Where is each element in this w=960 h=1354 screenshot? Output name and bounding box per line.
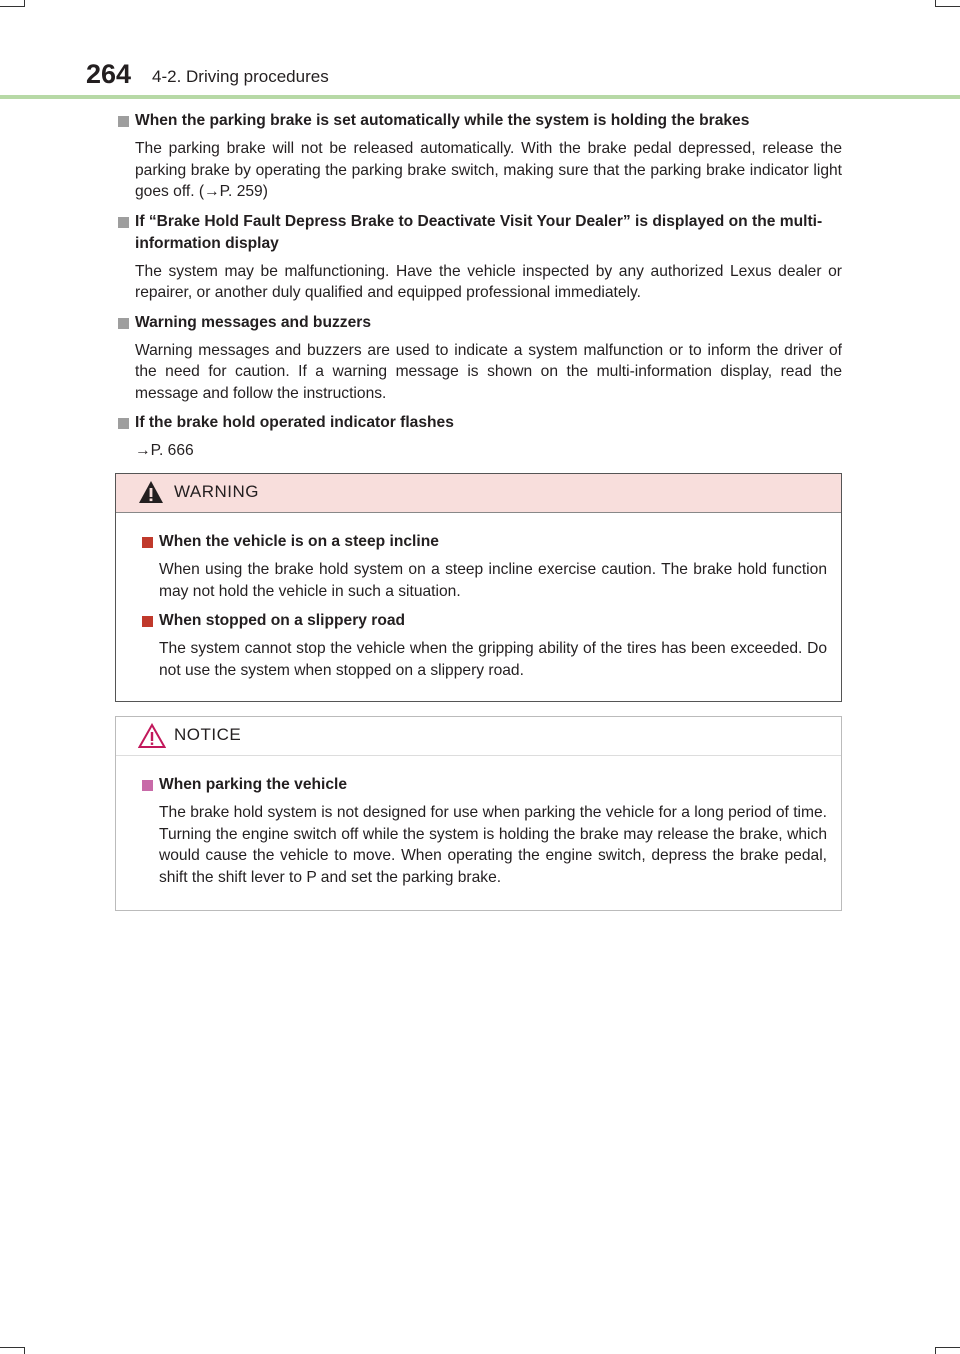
section-item — [118, 312, 842, 405]
crop-mark — [935, 1347, 960, 1348]
section-heading: When the parking brake is set automatically while the system is holding the brakes — [135, 112, 750, 129]
warning-header — [116, 474, 841, 513]
warning-triangle-icon — [138, 480, 164, 509]
notice-text: The brake hold system is not designed for use when parking the vehicle for a long period of time. Turning the engine switch off while the system is holding the brake may release the brake, which would cause the vehicle to move. When operating the engine switch, depress the brake pedal, shift the shift lever to P and set the parking brake. — [159, 804, 827, 886]
page-header — [86, 56, 876, 92]
square-bullet-icon — [142, 616, 153, 627]
section-item — [118, 412, 842, 462]
square-bullet-icon — [118, 418, 129, 429]
square-bullet-icon — [118, 217, 129, 228]
square-bullet-icon — [142, 537, 153, 548]
crop-mark — [935, 6, 960, 7]
main-content — [118, 110, 842, 470]
section-heading: Warning messages and buzzers — [135, 313, 371, 331]
page-number: 264 — [86, 59, 132, 89]
warning-heading: When the vehicle is on a steep incline — [159, 533, 439, 550]
warning-item — [142, 531, 827, 602]
crop-mark — [935, 1348, 936, 1354]
notice-body — [116, 756, 841, 912]
notice-header — [116, 717, 841, 756]
notice-heading: When parking the vehicle — [159, 776, 348, 793]
section-body: The parking brake will not be released automatically. With the brake pedal depressed, release the parking brake by operating the parking brake switch, making sure that the parking brake indicator light goes off. (→P. 259) — [135, 140, 842, 200]
warning-title: WARNING — [174, 482, 260, 501]
crop-mark — [0, 1347, 25, 1348]
notice-triangle-icon — [138, 723, 166, 754]
warning-box — [115, 473, 842, 702]
section-body: Warning messages and buzzers are used to indicate a system malfunction or to inform the driver of the need for caution. If a warning message is shown on the multi-information display, read the message and follow the instructions. — [135, 341, 842, 402]
crop-mark — [0, 6, 25, 7]
square-bullet-icon — [142, 780, 153, 791]
notice-box — [115, 716, 842, 911]
chapter-title: 4-2. Driving procedures — [152, 67, 329, 86]
warning-body — [116, 513, 841, 705]
section-heading: If the brake hold operated indicator flashes — [135, 414, 454, 431]
notice-item — [142, 774, 827, 888]
warning-text: When using the brake hold system on a steep incline exercise caution. The brake hold function may not hold the vehicle in such a situation. — [159, 561, 827, 600]
section-item — [118, 211, 842, 304]
page-reference-link[interactable]: →P. 666 — [135, 442, 194, 459]
square-bullet-icon — [118, 116, 129, 127]
warning-text: The system cannot stop the vehicle when the gripping ability of the tires has been exceeded. Do not use the system when stopped on a slippery road. — [159, 640, 827, 679]
section-heading: If “Brake Hold Fault Depress Brake to Deactivate Visit Your Dealer” is displayed on the multi-information display — [135, 212, 823, 252]
square-bullet-icon — [118, 318, 129, 329]
warning-heading: When stopped on a slippery road — [159, 612, 406, 629]
crop-mark — [24, 1348, 25, 1354]
section-item — [118, 110, 842, 203]
header-rule — [0, 95, 960, 99]
warning-item — [142, 610, 827, 681]
section-body: The system may be malfunctioning. Have the vehicle inspected by any authorized Lexus dealer or repairer, or another duly qualified and equipped professional immediately. — [135, 262, 842, 301]
notice-title: NOTICE — [174, 725, 242, 744]
